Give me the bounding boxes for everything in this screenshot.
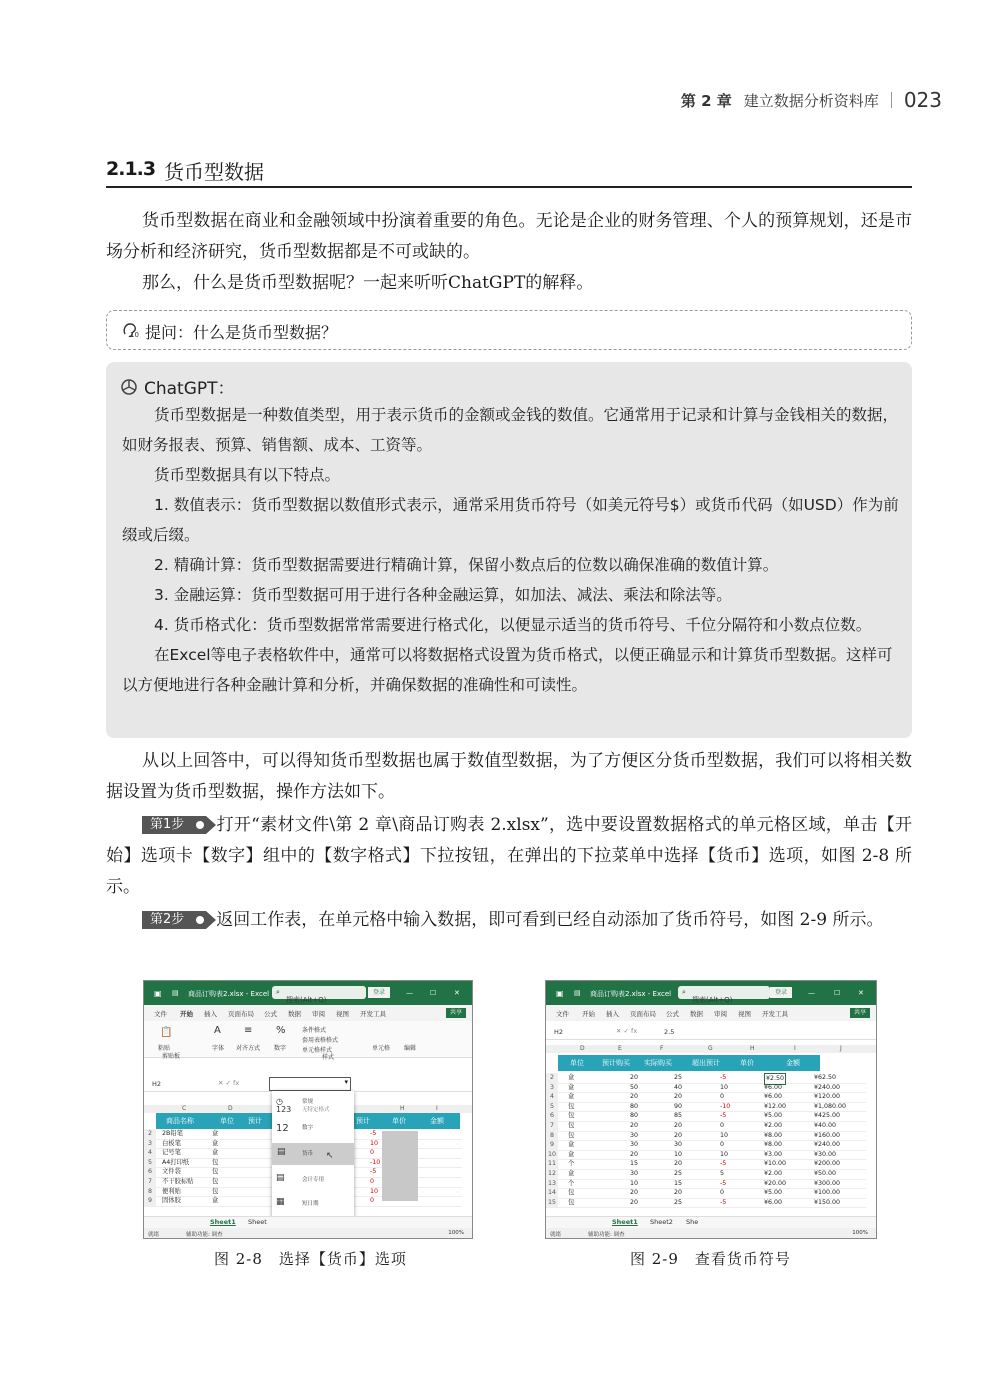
fx-icon: ✕ ✓ fx [218,1079,240,1087]
search-box[interactable]: ⌕ 搜索(Alt+Q) [272,986,366,999]
name-box[interactable]: H2 [152,1080,162,1088]
table-row: 11 个 15 20 -5 ¥10.00 ¥200.00 [546,1159,866,1170]
chevron-down-icon: ▾ [344,1078,348,1086]
table-row: 6 文件袋 包 -5 [144,1167,462,1178]
table-row: 3 白板笔 盒 10 [144,1139,462,1150]
tab-review[interactable]: 审阅 [312,1010,325,1018]
table-format-button[interactable]: 套用表格格式 [302,1037,339,1044]
zoom-level[interactable]: 100% [448,1230,464,1236]
cursor-icon: ↖ [326,1151,334,1161]
figure-2-9-screenshot [545,980,877,1239]
table-row: 5 A4打印纸 包 -10 [144,1158,462,1169]
answer-title: ChatGPT： [144,379,235,399]
tab-layout[interactable]: 页面布局 [228,1010,254,1018]
page-number: 023 [903,88,942,112]
svg-text:10: 10 [130,331,139,339]
table-row: 4 记号笔 盒 0 [144,1148,462,1159]
tab-file[interactable]: 文件 [556,1010,569,1018]
answer-line: 1. 数值表示：货币型数据以数值形式表示，通常采用货币符号（如美元符号$）或货币代码（如USD）作为前缀或后缀。 [122,496,899,544]
table-row: 7 包 20 20 0 ¥2.00 ¥40.00 [546,1121,866,1132]
paste-icon: 📋 [160,1027,173,1038]
tab-view[interactable]: 视图 [738,1010,751,1018]
answer-line: 在Excel等电子表格软件中，通常可以将数据格式设置为货币格式，以便正确显示和计算货币型数据。这样可以方便地进行各种金融计算和分析，并确保数据的准确性和可读性。 [122,646,893,694]
alignment-button[interactable]: 对齐方式 [236,1045,261,1052]
clock-icon: ◷ [276,1097,283,1106]
tab-home[interactable]: 开始 [582,1010,595,1018]
tab-review[interactable]: 审阅 [714,1010,727,1018]
table-row: 4 盒 20 20 0 ¥6.00 ¥120.00 [546,1092,866,1103]
section-title: 货币型数据 [164,160,264,184]
selected-range[interactable] [382,1131,418,1201]
number-button[interactable]: 数字 [274,1045,287,1052]
table-row: 9 盒 30 30 0 ¥8.00 ¥240.00 [546,1140,866,1151]
step-badge: 第2步 [142,911,206,929]
column-header-row: D E F G H I J [546,1045,876,1053]
share-button[interactable]: 共享 [850,1008,870,1018]
maximize-icon[interactable]: ☐ [430,989,437,997]
step-1 [106,810,912,903]
tab-data[interactable]: 数据 [690,1010,703,1018]
table-header: 单位 预计购买 实际购买 超出预计 单价 金额 [558,1055,820,1071]
table-header: 商品名称 单位 预计 预计 单价 金额 [156,1113,460,1129]
section-number: 2.1.3 [106,158,156,180]
figure-2-8-screenshot [143,980,473,1239]
percent-icon: % [276,1025,286,1036]
step-2 [106,905,912,936]
answer-line: 货币型数据具有以下特点。 [154,466,341,484]
font-icon: A [214,1025,221,1036]
menu-item-short-date[interactable]: 短日期 [302,1201,319,1207]
font-button[interactable]: 字体 [212,1045,225,1052]
minimize-icon[interactable]: — [808,989,815,997]
title-bar [546,981,876,1005]
table-row: 3 盒 50 40 10 ¥6.00 ¥240.00 [546,1083,866,1094]
step-text: 打开“素材文件\第 2 章\商品订购表 2.xlsx”，选中要设置数据格式的单元格区域，单击【开始】选项卡【数字】组中的【数字格式】下拉按钮，在弹出的下拉菜单中选择【货币】选项，如图 2-8 所示。 [106,815,912,897]
answer-line: 3. 金融运算：货币型数据可用于进行各种金融运算，如加法、减法、乘法和除法等。 [154,586,732,604]
close-icon[interactable]: ✕ [858,989,864,997]
window-title: 商品订购表2.xlsx - Excel [188,990,270,998]
sheet-tabs [546,1216,876,1228]
sheet-tab[interactable]: Sheet [248,1218,267,1226]
tab-insert[interactable]: 插入 [606,1010,619,1018]
conditional-format-button[interactable]: 条件格式 [302,1027,327,1034]
fig2-rows [546,1073,866,1207]
table-row: 15 包 20 25 -5 ¥6.00 ¥150.00 [546,1198,866,1209]
paragraph-question-lead: 那么，什么是货币型数据呢？一起来听听ChatGPT的解释。 [142,273,594,293]
sheet-tab[interactable]: Sheet1 [612,1218,638,1226]
chapter-label: 第 2 章 [680,91,732,110]
paragraph-conclusion: 从以上回答中，可以得知货币型数据也属于数值型数据，为了方便区分货币型数据，我们可以将相关数据设置为货币型数据，操作方法如下。 [106,751,912,802]
answer-body [122,400,900,700]
answer-line: 2. 精确计算：货币型数据需要进行精确计算，保留小数点后的位数以确保准确的数值计算。 [154,556,779,574]
close-icon[interactable]: ✕ [454,989,460,997]
tab-file[interactable]: 文件 [154,1010,167,1018]
cell-style-button[interactable]: 单元格样式 [302,1047,333,1054]
chatgpt-answer-box [106,362,912,738]
login-button[interactable]: 登录 [368,987,390,998]
save-icon[interactable]: ▤ [172,989,179,997]
formula-bar [546,1025,876,1040]
menu-item-accounting[interactable]: 会计专用 [302,1177,325,1183]
sheet-tab[interactable]: Sheet1 [210,1218,236,1226]
login-button[interactable]: 登录 [770,987,792,998]
group-clipboard: 剪贴板 [162,1053,181,1060]
header-divider [891,92,892,108]
menu-item-general[interactable]: 常规 [302,1099,314,1105]
table-row: 6 包 80 85 -5 ¥5.00 ¥425.00 [546,1111,866,1122]
step-badge: 第1步 [142,816,206,834]
table-row: 7 不干胶标贴 包 0 [144,1177,462,1188]
number-format-menu: ◷ 123 常规 无特定格式 12 数字 ▤ 货币 ↖ ▤ 会计专用 ▦ 短日期 [272,1091,354,1237]
tab-developer[interactable]: 开发工具 [360,1010,386,1018]
openai-logo-icon [120,378,138,396]
name-box[interactable]: H2 [554,1028,564,1036]
number-format-dropdown[interactable] [269,1077,351,1091]
tab-data[interactable]: 数据 [288,1010,301,1018]
paragraph-intro: 货币型数据在商业和金融领域中扮演着重要的角色。无论是企业的财务管理、个人的预算规划，还是市场分析和经济研究，货币型数据都是不可或缺的。 [106,211,912,262]
tab-insert[interactable]: 插入 [204,1010,217,1018]
ribbon-tabs [144,1005,472,1021]
chapter-title: 建立数据分析资料库 [743,91,879,110]
tab-formulas[interactable]: 公式 [666,1010,679,1018]
tab-home[interactable]: 开始 [180,1010,193,1018]
save-icon[interactable]: ▤ [574,989,581,997]
question-text: 提问：什么是货币型数据？ [145,323,338,342]
zoom-level[interactable]: 100% [852,1230,868,1236]
paste-button[interactable]: 粘贴 [158,1045,171,1052]
step-text: 返回工作表，在单元格中输入数据，即可看到已经自动添加了货币符号，如图 2-9 所示。 [216,910,884,930]
section-heading [106,156,912,188]
tab-developer[interactable]: 开发工具 [762,1010,788,1018]
figure-caption: 图 2-8 选择【货币】选项 [214,1250,407,1268]
table-row: 10 盒 20 10 10 ¥3.00 ¥30.00 [546,1150,866,1161]
sheet-tab[interactable]: She [686,1218,699,1226]
excel-icon: ▣ [556,989,564,998]
status-bar: 就绪 辅助功能: 调查 100% [144,1228,472,1238]
running-header [681,88,942,112]
status-bar: 就绪 辅助功能: 调查 100% [546,1228,876,1238]
group-styles: 样式 [322,1054,335,1061]
table-row: 2 盒 20 25 -5 ¥2.50 ¥62.50 [546,1073,866,1084]
tab-view[interactable]: 视图 [336,1010,349,1018]
tab-formulas[interactable]: 公式 [264,1010,277,1018]
figure-caption: 图 2-9 查看货币符号 [630,1250,791,1268]
editing-button[interactable]: 编辑 [404,1045,417,1052]
table-row: 14 包 20 20 0 ¥5.00 ¥100.00 [546,1188,866,1199]
table-row: 8 包 30 20 10 ¥8.00 ¥160.00 [546,1131,866,1142]
question-box [106,310,912,350]
align-icon: ≡ [244,1025,253,1036]
answer-line: 4. 货币格式化：货币型数据常常需要进行格式化，以便显示适当的货币符号、千位分隔符和小数点位数。 [154,616,872,634]
menu-item-general-desc: 无特定格式 [302,1107,330,1113]
sheet-tab[interactable]: Sheet2 [650,1218,673,1226]
table-row: 12 盒 30 25 5 ¥2.00 ¥50.00 [546,1169,866,1180]
table-row: 8 便利贴 包 10 [144,1187,462,1198]
fx-icon: ✕ ✓ fx [616,1027,638,1035]
answer-line: 货币型数据是一种数值类型，用于表示货币的金额或金钱的数值。它通常用于记录和计算与金钱相关的数据，如财务报表、预算、销售额、成本、工资等。 [122,406,899,454]
currency-icon: ▤ [277,1147,286,1157]
table-row: 9 固体胶 盒 0 [144,1196,462,1207]
table-row: 13 个 10 15 -5 ¥20.00 ¥300.00 [546,1179,866,1190]
cells-button[interactable]: 单元格 [372,1045,391,1052]
menu-item-currency[interactable]: ▤ 货币 ↖ [272,1143,354,1165]
window-title: 商品订购表2.xlsx - Excel [590,990,672,998]
calendar-icon: ▦ [276,1197,285,1207]
ribbon-tabs [546,1005,876,1021]
ribbon [144,1021,472,1061]
minimize-icon[interactable]: — [406,989,413,997]
menu-item-number[interactable]: 数字 [302,1125,314,1131]
formula-input[interactable]: 2.5 [664,1028,675,1036]
search-box[interactable]: ⌕ 搜索(Alt+Q) [678,986,770,999]
excel-icon: ▣ [154,989,162,998]
table-row: 2 2B铅笔 盒 -5 [144,1129,462,1140]
share-button[interactable]: 共享 [446,1008,466,1018]
tab-layout[interactable]: 页面布局 [630,1010,656,1018]
answer-head [120,374,235,399]
sheet-tabs [144,1216,472,1228]
title-bar [144,981,472,1005]
speaker-icon [121,321,139,339]
table-row: 5 包 80 90 -10 ¥12.00 ¥1,080.00 [546,1102,866,1113]
maximize-icon[interactable]: ☐ [834,989,841,997]
column-header-row: C D H I [144,1105,472,1113]
